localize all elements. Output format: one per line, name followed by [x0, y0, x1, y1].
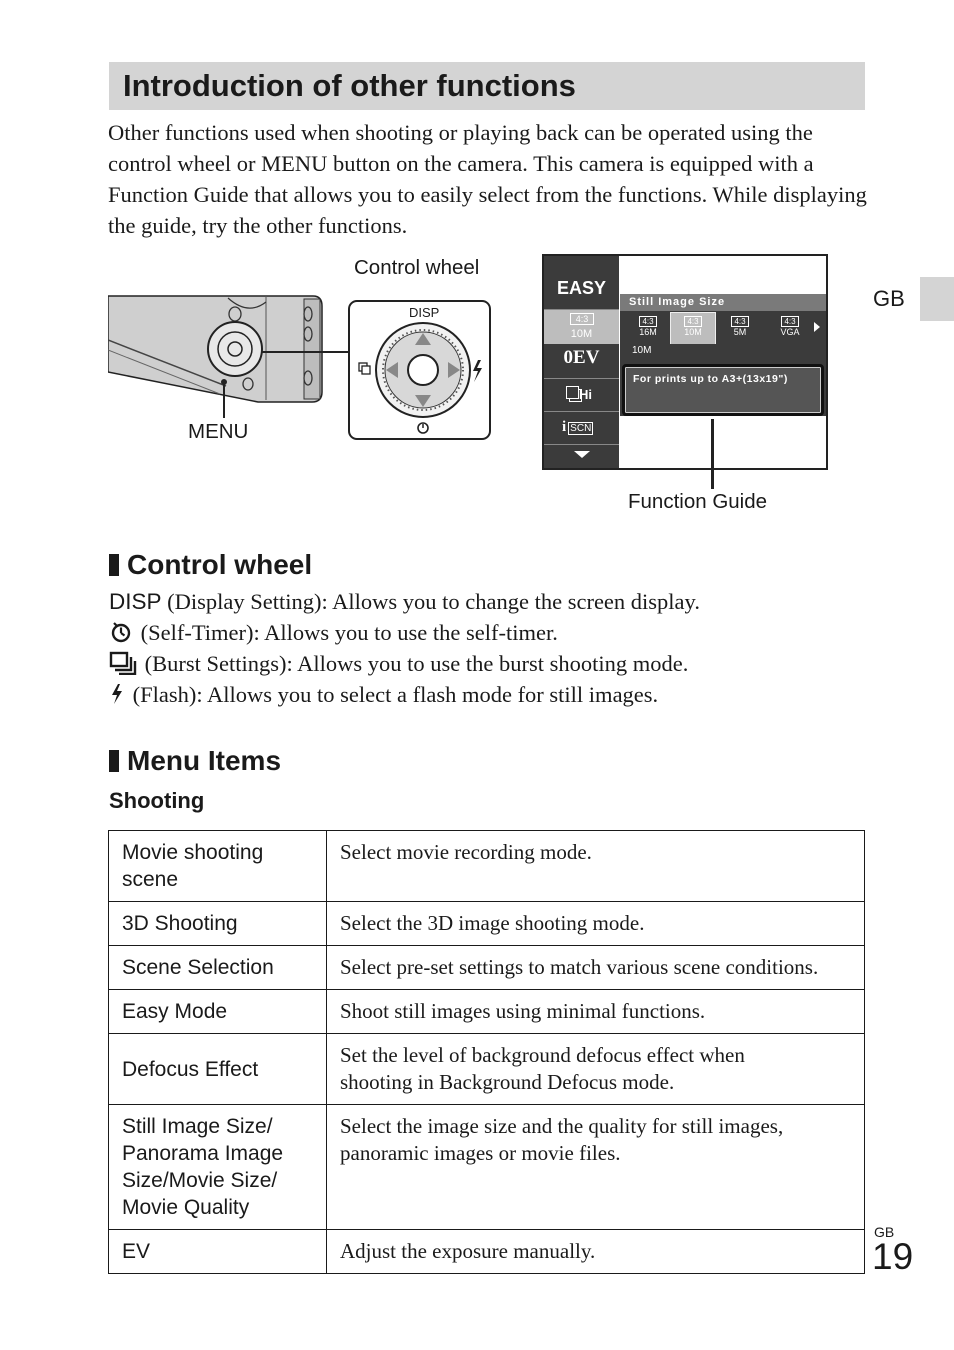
self-timer-icon — [109, 620, 133, 644]
size-option-vga[interactable]: 4:3 VGA — [780, 317, 800, 337]
section-marker — [109, 554, 119, 576]
menu-item-desc: Select the 3D image shooting mode. — [327, 902, 865, 946]
menu-item-desc: Set the level of background defocus effect when shooting in Background Defocus mode. — [327, 1034, 865, 1105]
burst-icon — [109, 651, 137, 675]
cw-item-disp: DISP (Display Setting): Allows you to change the screen display. — [109, 589, 700, 614]
easy-mode-icon: EASY — [556, 278, 607, 298]
flash-icon — [109, 682, 125, 706]
image-size-icon: 4:3 10M — [544, 310, 619, 344]
menu-item-desc: Select pre-set settings to match various scene conditions. — [327, 946, 865, 990]
side-tab — [920, 277, 954, 321]
scroll-right-icon — [814, 322, 820, 332]
menu-item-name: 3D Shooting — [109, 902, 327, 946]
function-guide-box: For prints up to A3+(13x19") — [622, 364, 824, 416]
table-row — [109, 1230, 865, 1274]
side-tab-label: GB — [873, 286, 905, 311]
size-panel-title: Still Image Size — [629, 296, 726, 308]
size-option-5m[interactable]: 4:3 5M — [720, 314, 760, 342]
menu-item-desc: Adjust the exposure manually. — [327, 1230, 865, 1274]
table-row — [109, 1105, 865, 1230]
menu-item-name: Still Image Size/ Panorama Image Size/Movie Size/ Movie Quality — [109, 1105, 327, 1230]
menu-item-name: EV — [109, 1230, 327, 1274]
function-guide-label: Function Guide — [628, 490, 768, 513]
cw-item-self-timer: (Self-Timer): Allows you to use the self-timer. — [109, 620, 558, 646]
table-row — [109, 946, 865, 990]
cw-item-burst: (Burst Settings): Allows you to use the burst shooting mode. — [109, 651, 688, 677]
menu-item-name: Movie shooting scene — [109, 831, 327, 902]
camera-screen — [542, 254, 828, 470]
menu-item-desc: Shoot still images using minimal functions. — [327, 990, 865, 1034]
intro-paragraph: Other functions used when shooting or playing back can be operated using the control wheel or MENU button on the camera. This camera is equipped with a Function Guide that allows you to easily select from the functions. While displaying the guide, try the other functions. — [108, 120, 867, 238]
page-number: 19 — [872, 1236, 914, 1277]
menu-label: MENU — [188, 420, 249, 443]
table-row — [109, 902, 865, 946]
menu-items-heading: Menu Items — [109, 745, 281, 777]
table-row — [109, 1034, 865, 1105]
table-row — [109, 990, 865, 1034]
section-title-bar — [109, 62, 865, 110]
control-wheel-label: Control wheel — [354, 256, 480, 279]
menu-item-name: Scene Selection — [109, 946, 327, 990]
scene-icon: i SCN — [562, 419, 592, 435]
control-wheel-heading: Control wheel — [109, 549, 312, 581]
menu-item-desc: Select the image size and the quality for still images, panoramic images or movie files. — [327, 1105, 865, 1230]
menu-item-name: Easy Mode — [109, 990, 327, 1034]
burst-icon: Hi — [566, 386, 592, 402]
function-guide-pointer — [711, 419, 714, 489]
scroll-down-icon — [574, 451, 590, 458]
ev-icon: 0EV — [563, 347, 600, 368]
size-option-10m[interactable]: 4:3 10M — [670, 312, 716, 345]
guide-size-label: 10M — [632, 345, 652, 356]
shooting-subheading: Shooting — [109, 788, 205, 813]
menu-items-table — [108, 830, 865, 1274]
page-title: Introduction of other functions — [123, 68, 576, 103]
section-marker — [109, 750, 119, 772]
page-region-label: GB — [874, 1224, 895, 1240]
menu-item-desc: Select movie recording mode. — [327, 831, 865, 902]
disp-label: DISP — [409, 305, 440, 320]
size-option-16m[interactable]: 4:3 16M — [639, 317, 657, 337]
table-row — [109, 831, 865, 902]
menu-item-name: Defocus Effect — [109, 1034, 327, 1105]
cw-item-flash: (Flash): Allows you to select a flash mode for still images. — [109, 682, 658, 708]
